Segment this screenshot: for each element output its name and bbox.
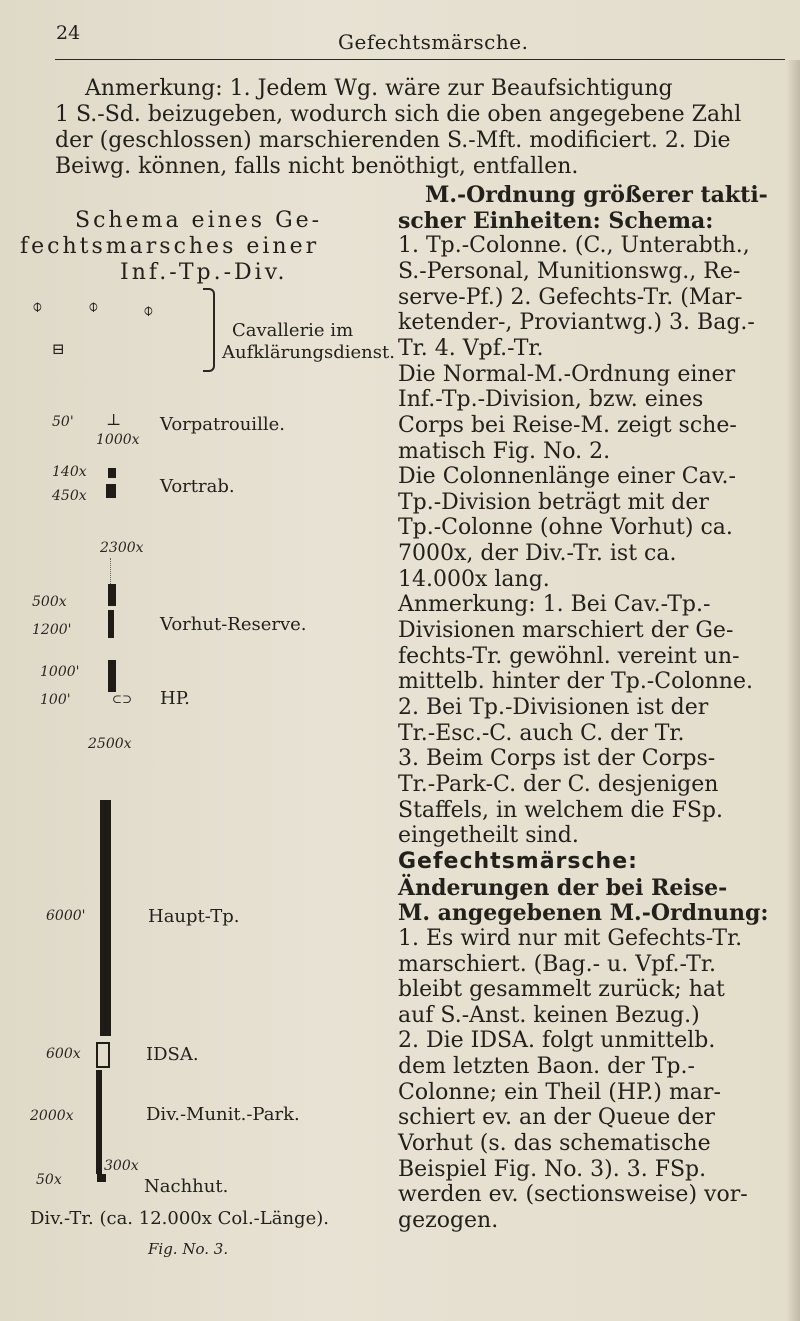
cavalry-patrol-icon: ⌽ xyxy=(88,296,99,317)
top-paragraph-line: Beiwg. können, falls nicht benöthigt, entfallen. xyxy=(55,154,579,179)
figure-caption: Fig. No. 3. xyxy=(148,1240,229,1258)
right-column-line: Vorhut (s. das schematische xyxy=(398,1131,711,1156)
unit-block xyxy=(108,468,116,478)
cavalry-troop-icon: ⊟ xyxy=(52,340,65,358)
right-column-line: matisch Fig. No. 2. xyxy=(398,439,611,464)
right-column-line: 2. Bei Tp.-Divisionen ist der xyxy=(398,695,709,720)
top-paragraph-line: 1 S.-Sd. beizugeben, wodurch sich die oben angegebene Zahl xyxy=(55,102,742,127)
distance-label: 140x xyxy=(52,464,87,480)
unit-label: Vortrab. xyxy=(160,476,235,497)
right-column-line: Tp.-Colonne (ohne Vorhut) ca. xyxy=(398,515,733,540)
cavalry-label: Cavallerie im xyxy=(232,320,354,341)
distance-label: 2000x xyxy=(30,1108,74,1124)
page-number: 24 xyxy=(56,22,81,44)
unit-label: Div.-Munit.-Park. xyxy=(146,1104,300,1125)
distance-label: 600x xyxy=(46,1046,81,1062)
right-column-line: Tr.-Esc.-C. auch C. der Tr. xyxy=(398,721,685,746)
right-column-line: Divisionen marschiert der Ge- xyxy=(398,618,734,643)
bracket xyxy=(203,288,215,372)
distance-label: 50' xyxy=(52,414,74,430)
right-column-line: eingetheilt sind. xyxy=(398,823,579,848)
right-column-line: ketender-, Proviantwg.) 3. Bag.- xyxy=(398,310,755,335)
right-column-line: 14.000x lang. xyxy=(398,567,550,592)
patrol-icon: ⊥ xyxy=(106,410,122,429)
right-column-line: M.-Ordnung größerer takti- xyxy=(425,182,768,208)
right-column-line: Anmerkung: 1. Bei Cav.-Tp.- xyxy=(398,592,711,617)
right-column-line: Die Colonnenlänge einer Cav.- xyxy=(398,464,736,489)
idsa-block xyxy=(96,1042,110,1068)
right-column-line: Colonne; ein Theil (HP.) mar- xyxy=(398,1080,721,1105)
distance-label: 1000' xyxy=(40,664,80,680)
right-column-line: mittelb. hinter der Tp.-Colonne. xyxy=(398,669,753,694)
right-column-line: auf S.-Anst. keinen Bezug.) xyxy=(398,1003,700,1028)
unit-block xyxy=(108,610,114,638)
right-column-line: Tr. 4. Vpf.-Tr. xyxy=(398,336,544,361)
unit-block xyxy=(97,1174,106,1182)
right-column-line: scher Einheiten: Schema: xyxy=(398,208,714,234)
main-troop-column xyxy=(100,800,111,1036)
right-column-line: Änderungen der bei Reise- xyxy=(398,875,728,901)
right-column-line: Staffels, in welchem die FSp. xyxy=(398,798,723,823)
right-column-line: Tr.-Park-C. der C. desjenigen xyxy=(398,772,719,797)
distance-label: 450x xyxy=(52,488,87,504)
distance-label: 1000x xyxy=(96,432,140,448)
distance-label: 300x xyxy=(104,1158,139,1174)
distance-label: 500x xyxy=(32,594,67,610)
right-column-line: fechts-Tr. gewöhnl. vereint un- xyxy=(398,644,740,669)
running-title: Gefechtsmärsche. xyxy=(338,30,529,54)
hp-icon: ⊂⊃ xyxy=(112,692,133,706)
unit-label: Vorhut-Reserve. xyxy=(160,614,307,635)
right-column-line: M. angegebenen M.-Ordnung: xyxy=(398,900,769,926)
right-column-line: Tp.-Division beträgt mit der xyxy=(398,490,709,515)
right-column-line: Gefechtsmärsche: xyxy=(398,849,638,874)
right-column-line: gezogen. xyxy=(398,1208,499,1233)
unit-block xyxy=(108,584,116,606)
top-paragraph-line: der (geschlossen) marschierenden S.-Mft. modificiert. 2. Die xyxy=(55,128,731,153)
right-column-line: 7000x, der Div.-Tr. ist ca. xyxy=(398,541,677,566)
cavalry-patrol-icon: ⌽ xyxy=(143,300,154,321)
unit-block xyxy=(108,660,116,692)
figure-caption-total: Div.-Tr. (ca. 12.000x Col.-Länge). xyxy=(30,1208,329,1229)
right-column-line: Beispiel Fig. No. 3). 3. FSp. xyxy=(398,1157,707,1182)
distance-label: 50x xyxy=(36,1172,62,1188)
right-column-line: S.-Personal, Munitionswg., Re- xyxy=(398,259,741,284)
unit-label: Haupt-Tp. xyxy=(148,906,240,927)
right-column-line: 3. Beim Corps ist der Corps- xyxy=(398,746,716,771)
right-column-line: 1. Es wird nur mit Gefechts-Tr. xyxy=(398,926,743,951)
right-column-line: Die Normal-M.-Ordnung einer xyxy=(398,362,736,387)
unit-label: IDSA. xyxy=(146,1044,199,1065)
right-column-line: 2. Die IDSA. folgt unmittelb. xyxy=(398,1028,716,1053)
right-column-line: marschiert. (Bag.- u. Vpf.-Tr. xyxy=(398,952,716,977)
right-column-line: Inf.-Tp.-Division, bzw. eines xyxy=(398,387,704,412)
unit-label: HP. xyxy=(160,688,190,709)
figure-title-line: Schema eines Ge- xyxy=(75,208,323,233)
right-column-line: werden ev. (sectionsweise) vor- xyxy=(398,1182,748,1207)
unit-block xyxy=(106,484,116,498)
right-column-line: 1. Tp.-Colonne. (C., Unterabth., xyxy=(398,233,750,258)
unit-label: Vorpatrouille. xyxy=(160,414,285,435)
distance-label: 1200' xyxy=(32,622,72,638)
figure-title-line: Inf.-Tp.-Div. xyxy=(120,260,288,285)
cavalry-patrol-icon: ⌽ xyxy=(32,296,43,317)
distance-label: 2300x xyxy=(100,540,144,556)
unit-label: Nachhut. xyxy=(144,1176,229,1197)
right-column-line: schiert ev. an der Queue der xyxy=(398,1105,715,1130)
cavalry-label: Aufklärungsdienst. xyxy=(222,342,395,363)
distance-label: 100' xyxy=(40,692,71,708)
right-column-line: serve-Pf.) 2. Gefechts-Tr. (Mar- xyxy=(398,285,743,310)
figure-title-line: fechtsmarsches einer xyxy=(20,234,320,259)
top-paragraph-line: Anmerkung: 1. Jedem Wg. wäre zur Beaufsichtigung xyxy=(85,76,673,101)
right-column-line: Corps bei Reise-M. zeigt sche- xyxy=(398,413,737,438)
right-column-line: bleibt gesammelt zurück; hat xyxy=(398,977,725,1002)
right-column-line: dem letzten Baon. der Tp.- xyxy=(398,1054,695,1079)
distance-label: 2500x xyxy=(88,736,132,752)
distance-label: 6000' xyxy=(46,908,86,924)
